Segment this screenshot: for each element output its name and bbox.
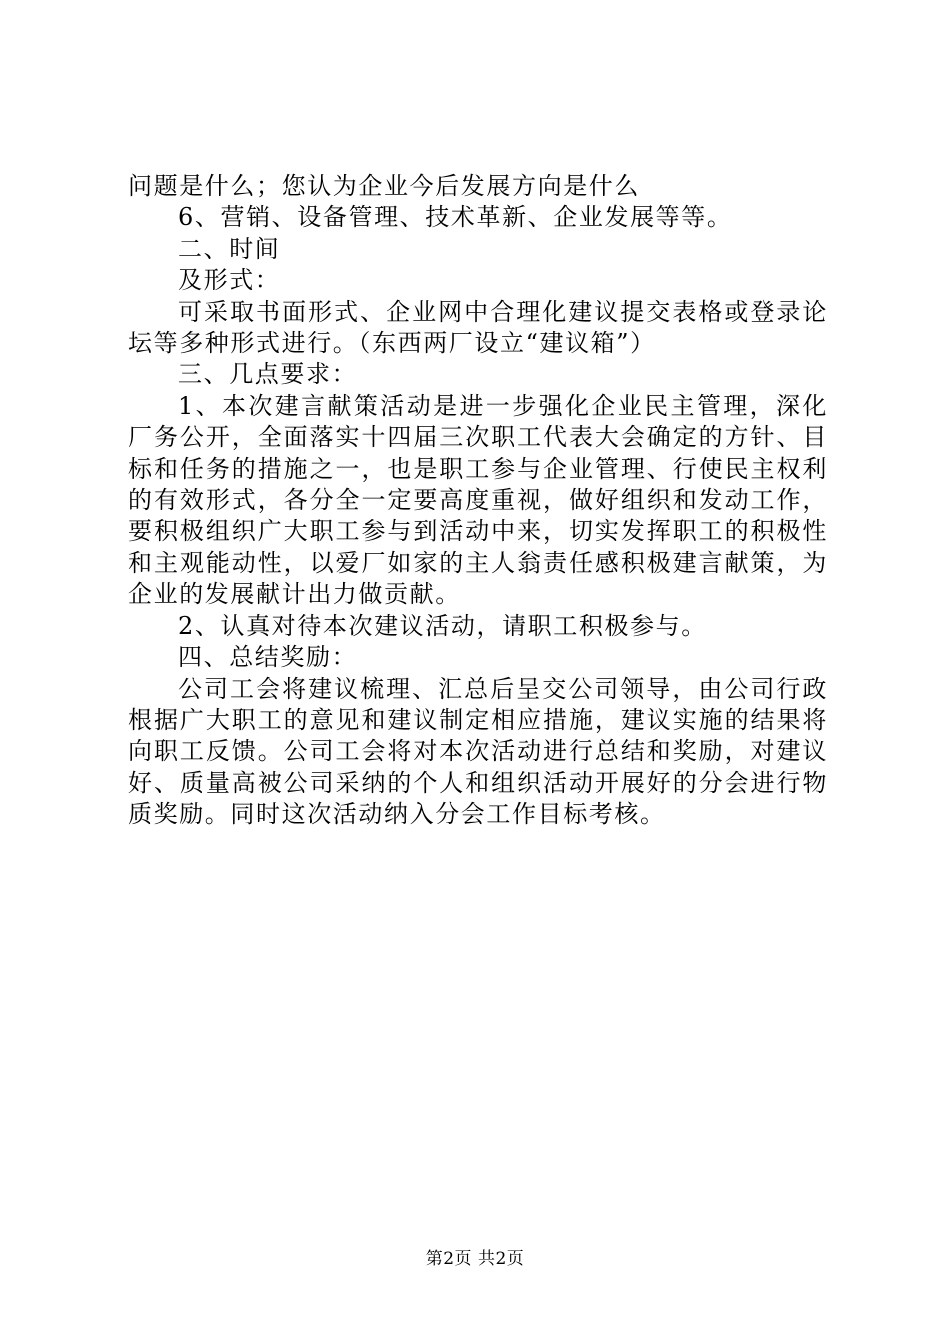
paragraph-item-6: 6、营销、设备管理、技术革新、企业发展等等。 [178,203,733,232]
paragraph-form-description: 可采取书面形式、企业网中合理化建议提交表格或登录论坛等多种形式进行。（东西两厂设立“建议箱”） [128,297,828,358]
section-heading-time: 二、时间 [178,234,281,263]
section-heading-form: 及形式： [178,266,281,295]
paragraph-requirement-2: 2、认真对待本次建议活动，请职工积极参与。 [178,611,707,640]
section-heading-summary-reward: 四、总结奖励： [178,643,358,672]
paragraph-summary-reward: 公司工会将建议梳理、汇总后呈交公司领导，由公司行政根据广大职工的意见和建议制定相应措施，建议实施的结果将向职工反馈。公司工会将对本次活动进行总结和奖励，对建议好、质量高被公司采纳的个人和组织活动开展好的分会进行物质奖励。同时这次活动纳入分会工作目标考核。 [128,674,828,829]
paragraph-continuation: 问题是什么；您认为企业今后发展方向是什么 [128,172,640,200]
paragraph-requirement-1: 1、本次建言献策活动是进一步强化企业民主管理，深化厂务公开，全面落实十四届三次职工代表大会确定的方针、目标和任务的措施之一，也是职工参与企业管理、行使民主权利的有效形式，各分全一定要高度重视，做好组织和发动工作，要积极组织广大职工参与到活动中来，切实发挥职工的积极性和主观能动性，以爱厂如家的主人翁责任感积极建言献策，为企业的发展献计出力做贡献。 [128,391,828,609]
page-number-footer: 第2页 共2页 [425,1249,525,1269]
document-body [128,171,828,831]
section-heading-requirements: 三、几点要求： [178,360,358,389]
